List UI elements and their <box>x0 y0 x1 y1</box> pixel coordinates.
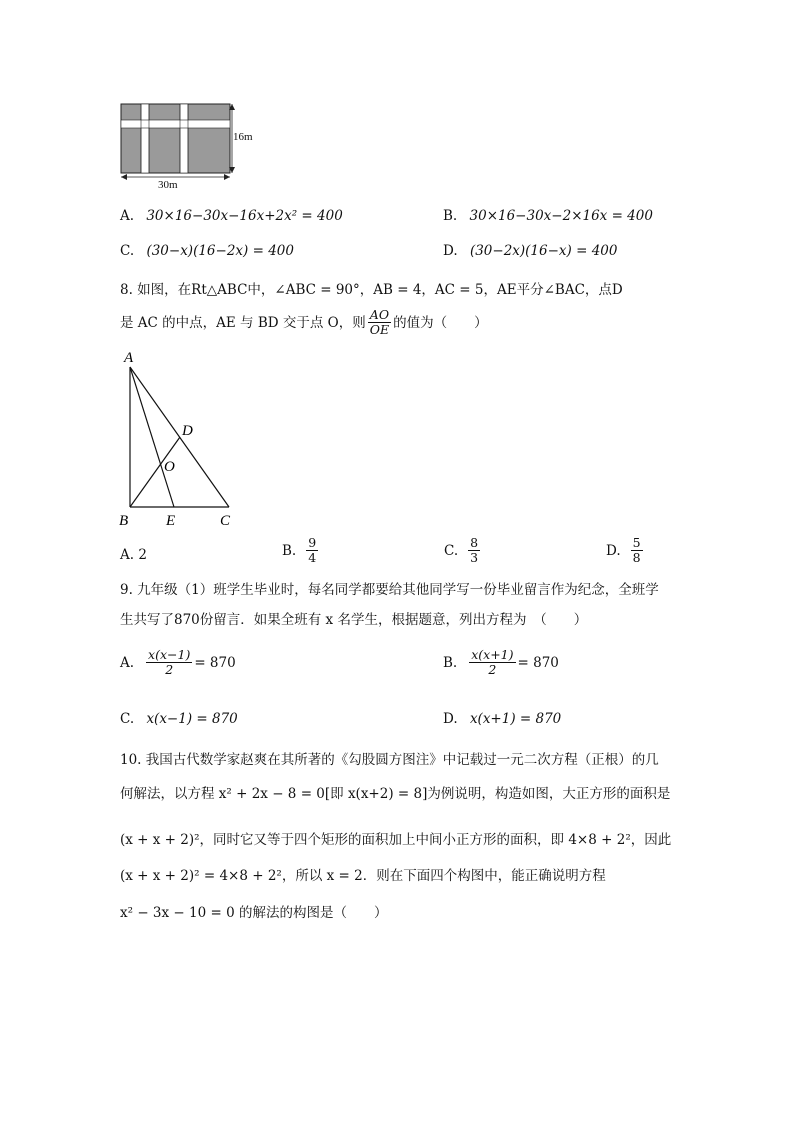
option-text: 30×16−30x−16x+2x² = 400 <box>146 208 343 224</box>
option-label: B. <box>443 208 458 224</box>
option-rhs: = 870 <box>517 654 559 671</box>
fraction-denominator: 4 <box>308 550 317 565</box>
q8-stem-line-2 <box>120 308 488 337</box>
point-b-label: B <box>119 513 129 529</box>
q8-stem-text: 是 AC 的中点，AE 与 BD 交于点 O，则 <box>120 314 366 331</box>
q8-option-b[interactable] <box>282 536 320 565</box>
option-label: B. <box>282 542 297 559</box>
option-text: (30−x)(16−2x) = 400 <box>146 243 294 259</box>
land-rectangle <box>121 104 230 173</box>
width-label: 30m <box>158 179 178 191</box>
q7-option-b[interactable] <box>443 206 653 226</box>
option-label: B. <box>443 654 458 671</box>
point-c-label: C <box>220 513 231 529</box>
fraction-numerator: 9 <box>308 535 317 550</box>
q7-option-c[interactable] <box>120 241 294 261</box>
q8-option-a[interactable] <box>120 545 147 565</box>
fraction-denominator: 3 <box>470 550 479 565</box>
q9-option-a[interactable] <box>120 648 236 677</box>
q10-stem-line-3: (x + x + 2)²，同时它又等于四个矩形的面积加上中间小正方形的面积，即 4×8 + 2²，因此 <box>120 832 672 848</box>
option-rhs: = 870 <box>194 654 236 671</box>
option-text: (30−2x)(16−x) = 400 <box>469 243 618 259</box>
fraction-numerator: 8 <box>470 535 479 550</box>
segment-ae <box>130 367 174 507</box>
option-label: C. <box>444 542 459 559</box>
q8-option-c[interactable] <box>444 536 482 565</box>
q7-land-figure <box>112 98 262 190</box>
q8-fraction <box>368 308 391 337</box>
road-vertical-2 <box>180 104 188 173</box>
q7-option-d[interactable] <box>443 241 617 261</box>
point-o-label: O <box>164 459 175 475</box>
option-label: A. <box>120 208 135 224</box>
option-fraction <box>469 648 515 677</box>
option-label: D. <box>443 711 458 727</box>
option-label: A. <box>120 654 135 671</box>
option-label: C. <box>120 711 135 727</box>
q7-option-a[interactable] <box>120 206 343 226</box>
road-horizontal <box>121 120 230 128</box>
q8-stem-line-1: 8. 如图，在Rt△ABC中，∠ABC = 90°，AB = 4，AC = 5，AE平分∠BAC，点D <box>120 282 623 298</box>
q10-stem-line-4: (x + x + 2)² = 4×8 + 2²，所以 x = 2．则在下面四个构图中，能正确说明方程 <box>120 868 606 884</box>
fraction-denominator: OE <box>369 322 390 337</box>
q9-option-d[interactable] <box>443 709 561 729</box>
option-fraction <box>468 536 480 565</box>
option-label: A. 2 <box>120 547 147 563</box>
q9-stem-line-2: 生共写了870份留言．如果全班有 x 名学生，根据题意，列出方程为 （ ） <box>120 612 588 628</box>
fraction-numerator: x(x−1) <box>148 647 191 662</box>
q8-triangle-figure <box>112 345 252 535</box>
option-text: x(x−1) = 870 <box>146 711 238 727</box>
point-a-label: A <box>124 350 134 366</box>
fraction-numerator: 5 <box>632 535 641 550</box>
q10-stem-line-1: 10. 我国古代数学家赵爽在其所著的《勾股圆方图注》中记载过一元二次方程（正根）的几 <box>120 752 659 768</box>
fraction-denominator: 2 <box>488 662 497 677</box>
option-fraction <box>306 536 318 565</box>
fraction-denominator: 8 <box>632 550 641 565</box>
q10-stem-line-5: x² − 3x − 10 = 0 的解法的构图是（ ） <box>120 905 388 921</box>
fraction-denominator: 2 <box>165 662 174 677</box>
fraction-numerator: AO <box>369 307 390 322</box>
option-fraction <box>146 648 192 677</box>
height-label: 16m <box>233 131 253 143</box>
point-e-label: E <box>166 513 176 529</box>
option-label: D. <box>606 542 621 559</box>
option-label: D. <box>443 243 458 259</box>
q9-stem-line-1: 9. 九年级（1）班学生毕业时，每名同学都要给其他同学写一份毕业留言作为纪念，全班学 <box>120 582 659 598</box>
q8-stem-text-end: 的值为（ ） <box>393 314 488 331</box>
option-text: 30×16−30x−2×16x = 400 <box>469 208 653 224</box>
q9-option-c[interactable] <box>120 709 238 729</box>
q10-stem-line-2: 何解法，以方程 x² + 2x − 8 = 0[即 x(x+2) = 8]为例说明，构造如图，大正方形的面积是 <box>120 786 671 802</box>
road-vertical-1 <box>141 104 149 173</box>
point-d-label: D <box>182 423 193 439</box>
option-text: x(x+1) = 870 <box>469 711 562 727</box>
option-fraction <box>631 536 643 565</box>
q8-option-d[interactable] <box>606 536 645 565</box>
q9-option-b[interactable] <box>443 648 559 677</box>
option-label: C. <box>120 243 135 259</box>
fraction-numerator: x(x+1) <box>471 647 514 662</box>
